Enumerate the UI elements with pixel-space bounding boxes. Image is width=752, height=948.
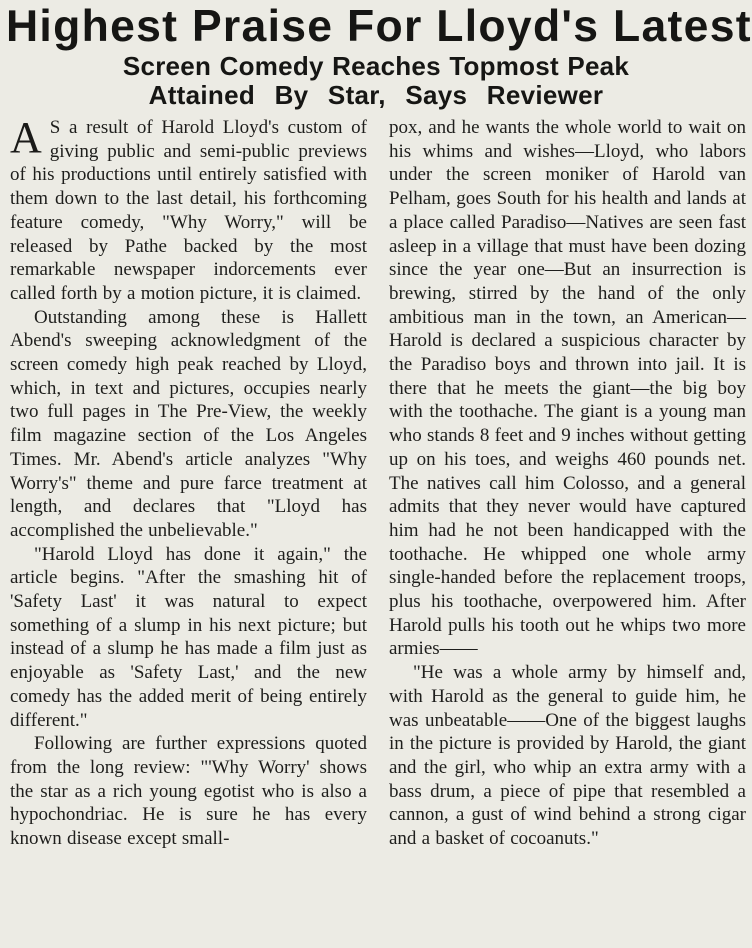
paragraph-text: S a result of Harold Lloyd's custom of giving public and semi-public previews of his productions until entirely satisfied with them down to the last detail, his forthcoming feature comedy, "Why Worry," will be released by Pathe backed by the most remarkable newspaper indorcements ever called forth by a motion picture, it is claimed. — [10, 117, 367, 304]
article-paragraph — [10, 113, 367, 306]
article-column-right — [389, 116, 746, 851]
article-column-left — [10, 113, 367, 851]
subheadline-line-2: Attained By Star, Says Reviewer — [148, 80, 604, 110]
article-body — [10, 113, 746, 851]
article-paragraph: Following are further expressions quoted from the long review: "'Why Worry' shows the star as a rich young egotist who is also a hypochondriac. He is sure he has every known disease except small- — [10, 733, 367, 850]
subheadline — [6, 52, 746, 110]
article-paragraph: "He was a whole army by himself and, with Harold as the general to guide him, he was unbeatable——One of the biggest laughs in the picture is provided by Harold, the giant and the girl, who whip an extra army with a bass drum, a piece of pipe that resembled a cannon, a gust of wind behind a strong cigar and a basket of cocoanuts." — [389, 662, 746, 850]
drop-cap: A — [10, 113, 42, 162]
headline: Highest Praise For Lloyd's Latest — [6, 2, 752, 51]
article-paragraph: Outstanding among these is Hallett Abend's sweeping acknowledgment of the screen comedy high peak reached by Lloyd, which, in text and pictures, occupies nearly two full pages in The Pre-View, the weekly film magazine section of the Los Angeles Times. Mr. Abend's article analyzes "Why Worry's" theme and pure farce treatment at length, and declares that "Lloyd has accomplished the unbelievable." — [10, 306, 367, 541]
subheadline-line-1: Screen Comedy Reaches Topmost Peak — [122, 51, 630, 81]
article-paragraph: pox, and he wants the whole world to wait on his whims and wishes—Lloyd, who labors under the screen moniker of Harold van Pelham, goes South for his health and lands at a place called Paradiso—Natives are seen fast asleep in a village that must have been dozing since the year one—But an insurrection is brewing, stirred by the hand of the only ambitious man in the town, an American—Harold is declared a suspicious character by the Paradiso boys and thrown into jail. It is there that he meets the giant—the big boy with the toothache. The giant is a young man who stands 8 feet and 9 inches without getting up on his toes, and weighs 460 pounds net. The natives call him Colosso, and a general admits that they never would have captured him had he not been handicapped with the toothache. He whipped one whole army single-handed before the replacement troops, plus his toothache, overpowered him. After Harold pulls his tooth out he whips two more armies—— — [389, 117, 746, 660]
article-paragraph: "Harold Lloyd has done it again," the article begins. "After the smashing hit of 'Safety Last' it was natural to expect something of a slump in his next picture; but instead of a slump he has made a film just as enjoyable as 'Safety Last,' and the new comedy has the added merit of being entirely different." — [10, 543, 367, 731]
